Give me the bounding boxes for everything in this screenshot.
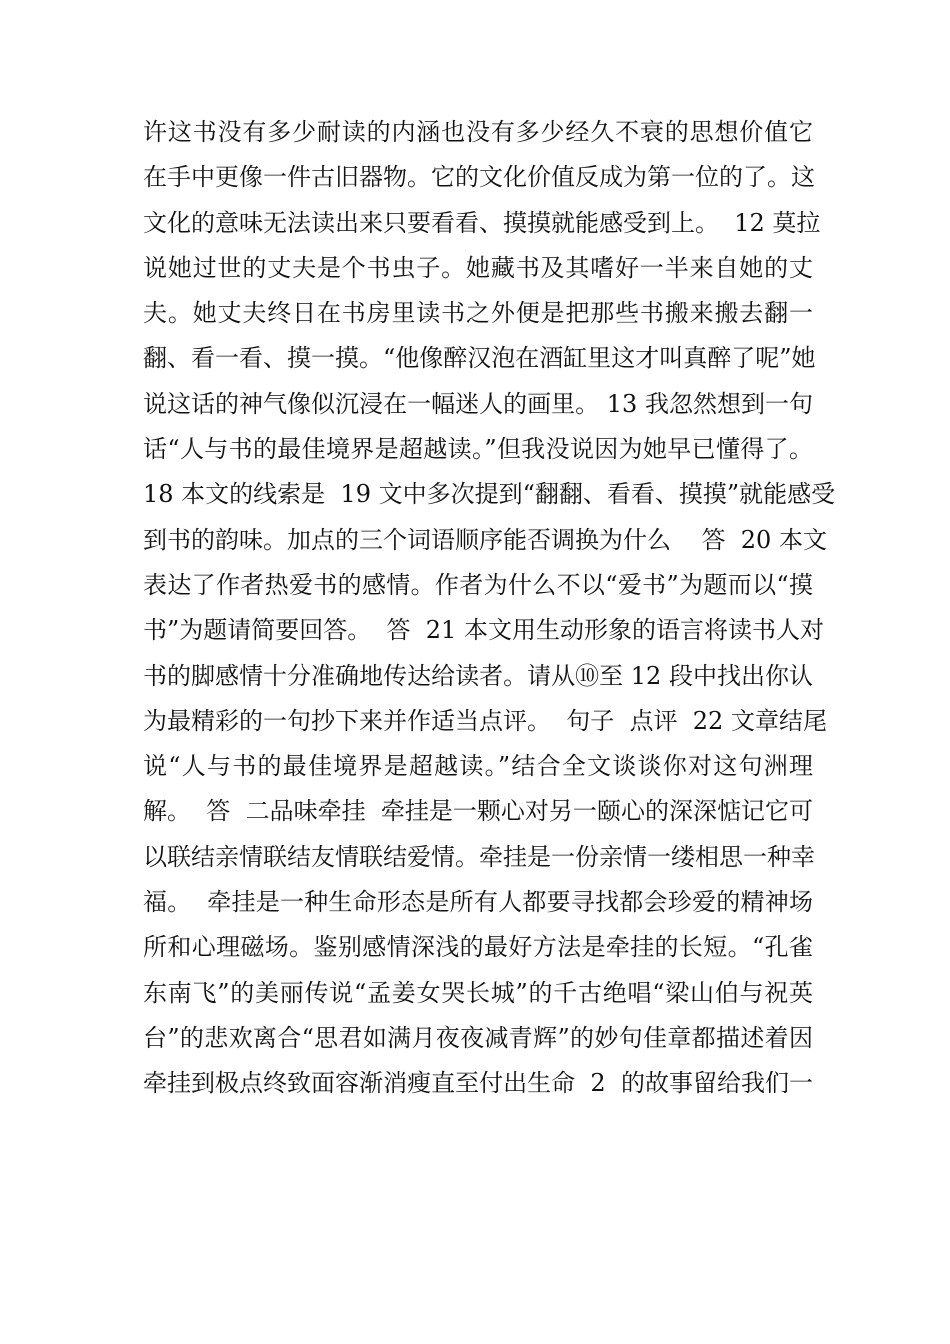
text-line: 夫。她丈夫终日在书房里读书之外便是把那些书搬来搬去翻一	[143, 299, 813, 328]
text-line: 翻、看一看、摸一摸。“他像醉汉泡在酒缸里这才叫真醉了呢”她	[143, 344, 816, 373]
body-text	[143, 110, 836, 1107]
text-line: 话“人与书的最佳境界是超越读。”但我没说因为她早已懂得了。	[143, 435, 813, 464]
text-line: 许这书没有多少耐读的内涵也没有多少经久不衰的思想价值它	[143, 118, 813, 146]
text-line: 18 本文的线索是 19 文中多次提到“翻翻、看看、摸摸”就能感受	[143, 480, 836, 509]
text-line: 到书的韵味。加点的三个词语顺序能否调换为什么 答 20 本文	[143, 525, 827, 554]
text-line: 说她过世的丈夫是个书虫子。她藏书及其嗜好一半来自她的丈	[143, 253, 813, 282]
text-line: 在手中更像一件古旧器物。它的文化价值反成为第一位的了。这	[143, 163, 815, 192]
text-line: 解。 答 二品味牵挂 牵挂是一颗心对另一颐心的深深惦记它可	[143, 797, 813, 826]
text-line: 文化的意味无法读出来只要看看、摸摸就能感受到上。 12 莫拉	[143, 208, 821, 237]
text-line: 说“人与书的最佳境界是超越读。”结合全文谈谈你对这句洲理	[143, 752, 813, 781]
text-line: 所和心理磁场。鉴别感情深浅的最好方法是牵挂的长短。“孔雀	[143, 933, 813, 962]
text-line: 福。 牵挂是一种生命形态是所有人都要寻找都会珍爱的精神场	[143, 888, 813, 917]
text-line: 为最精彩的一句抄下来并作适当点评。 句子 点评 22 文章结尾	[143, 706, 827, 735]
text-line: 书的脚感情十分准确地传达给读者。请从⑩至 12 段中找出你认	[143, 661, 813, 690]
text-line: 说这话的神气像似沉浸在一幅迷人的画里。 13 我忽然想到一句	[143, 389, 813, 418]
text-line: 台”的悲欢离合“思君如满月夜夜减青辉”的妙句佳章都描述着因	[143, 1023, 813, 1052]
text-line: 牵挂到极点终致面容渐消瘦直至付出生命 2 的故事留给我们一	[143, 1069, 813, 1098]
text-line: 表达了作者热爱书的感情。作者为什么不以“爱书”为题而以“摸	[143, 570, 813, 599]
text-line: 以联结亲情联结友情联结爱情。牵挂是一份亲情一缕相思一种幸	[143, 842, 815, 871]
text-line: 东南飞”的美丽传说“孟姜女哭长城”的千古绝唱“梁山伯与祝英	[143, 978, 813, 1007]
text-line: 书”为题请简要回答。 答 21 本文用生动形象的语言将读书人对	[143, 616, 824, 645]
